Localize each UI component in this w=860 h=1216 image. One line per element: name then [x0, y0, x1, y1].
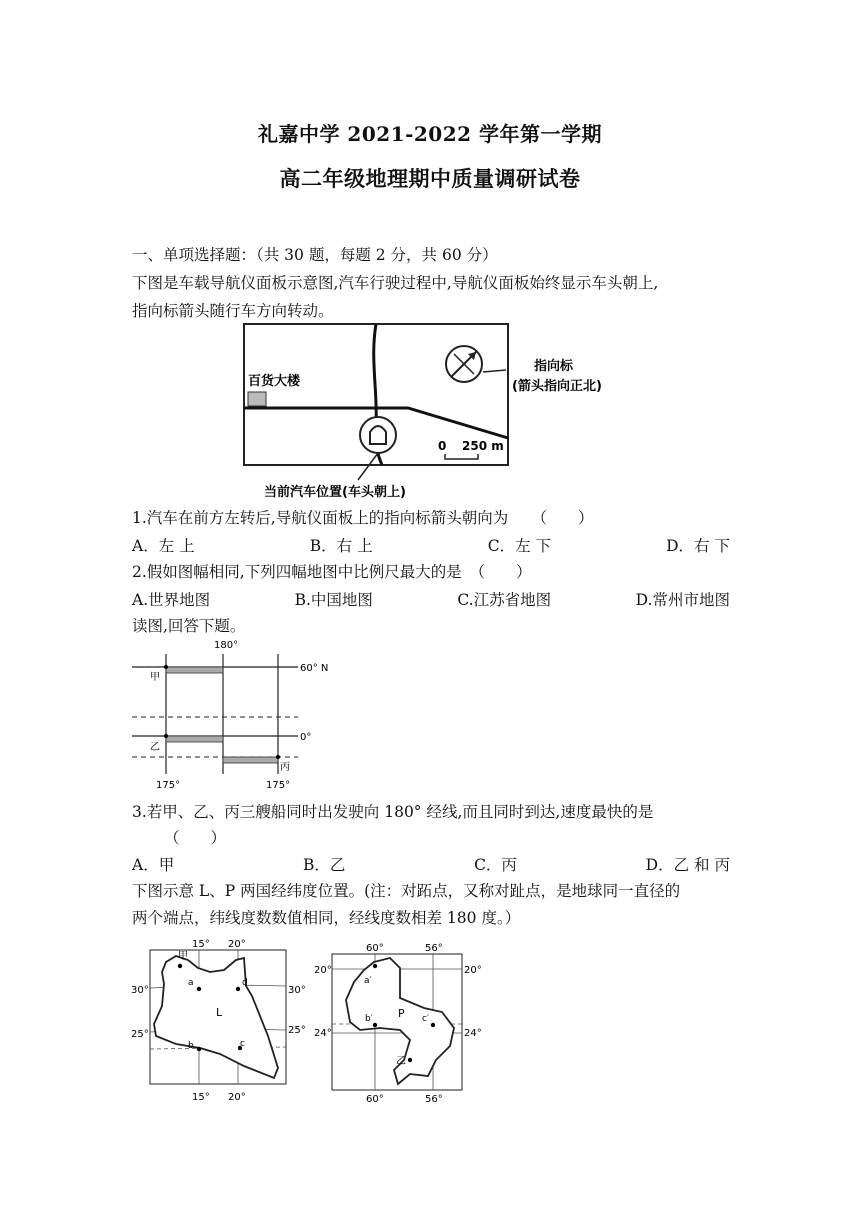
- q2-option-c[interactable]: C.江苏省地图: [457, 591, 552, 609]
- L-country: L: [216, 1006, 223, 1019]
- bottom-lon-right: 175°: [266, 780, 291, 791]
- q3-option-c[interactable]: C．丙: [474, 856, 517, 874]
- P-lon60-bottom: 60°: [366, 1094, 384, 1105]
- label-bing: 丙: [280, 762, 290, 773]
- top-lon-label: 180°: [214, 640, 239, 651]
- intro3-line1: 下图示意 L、P 两国经纬度位置。(注：对跖点，又称对趾点，是地球同一直径的: [132, 882, 681, 900]
- q3-option-b[interactable]: B．乙: [302, 856, 346, 874]
- q1-stem: 1.汽车在前方左转后,导航仪面板上的指向标箭头朝向为 （ ）: [132, 509, 594, 527]
- L-lat25-left: 25°: [131, 1029, 149, 1040]
- L-d: d: [242, 978, 248, 988]
- compass-note: (箭头指向正北): [512, 379, 602, 394]
- q2-option-b[interactable]: B.中国地图: [294, 591, 373, 609]
- L-lon15-top: 15°: [192, 939, 210, 950]
- q2-stem: 2.假如图幅相同,下列四幅地图中比例尺最大的是 （ ）: [132, 563, 532, 581]
- L-a: a: [188, 978, 194, 988]
- P-lon56-bottom: 56°: [425, 1094, 443, 1105]
- scale-value: 250 m: [462, 439, 504, 453]
- q1-option-a[interactable]: A．左 上: [132, 537, 195, 555]
- L-lat30-right: 30°: [288, 985, 306, 996]
- P-lat24-left: 24°: [314, 1028, 332, 1039]
- segment-jia: [166, 667, 223, 673]
- exam-title-line2: 高二年级地理期中质量调研试卷: [279, 166, 581, 191]
- compass-label: 指向标: [534, 359, 574, 374]
- q3-option-d[interactable]: D．乙 和 丙: [645, 856, 730, 874]
- section-heading: 一、单项选择题：（共 30 题，每题 2 分，共 60 分）: [132, 246, 498, 264]
- P-b: b′: [365, 1014, 373, 1024]
- L-jia: 甲: [178, 951, 188, 962]
- label-yi: 乙: [150, 742, 160, 753]
- P-lon60-top: 60°: [366, 943, 384, 954]
- q1-option-b[interactable]: B．右 上: [309, 537, 373, 555]
- intro1-line2: 指向标箭头随行车方向转动。: [132, 302, 334, 320]
- car-icon: [370, 426, 386, 444]
- map-L: [131, 939, 306, 1103]
- P-country: P: [398, 1007, 405, 1020]
- exam-title-line1: 礼嘉中学 2021-2022 学年第一学期: [257, 122, 603, 146]
- P-lat24-right: 24°: [464, 1028, 482, 1039]
- label-jia: 甲: [150, 672, 160, 683]
- intro1-line1: 下图是车载导航仪面板示意图,汽车行驶过程中,导航仪面板始终显示车头朝上,: [132, 274, 659, 292]
- q2-options: [132, 588, 730, 610]
- L-lon20-bottom: 20°: [228, 1092, 246, 1103]
- q3-stem-line1: 3.若甲、乙、丙三艘船同时出发驶向 180° 经线,而且同时到达,速度最快的是: [132, 803, 654, 821]
- P-lat20-left: 20°: [314, 965, 332, 976]
- L-c: c: [240, 1039, 245, 1049]
- scale-zero: 0: [438, 439, 447, 453]
- L-b: b: [188, 1041, 194, 1051]
- q1-option-d[interactable]: D．右 下: [666, 537, 730, 555]
- L-lat25-right: 25°: [288, 1025, 306, 1036]
- building-label: 百货大楼: [248, 374, 301, 389]
- q3-option-a[interactable]: A．甲: [132, 856, 175, 874]
- q1-option-c[interactable]: C．左 下: [487, 537, 551, 555]
- intro3-line2: 两个端点，纬线度数数值相同，经线度数相差 180 度。）: [132, 909, 521, 927]
- navigation-panel-figure: [240, 320, 630, 502]
- segment-yi: [166, 736, 223, 742]
- map-P: [314, 943, 482, 1105]
- q2-option-a[interactable]: A.世界地图: [132, 591, 211, 609]
- L-lon15-bottom: 15°: [192, 1092, 210, 1103]
- P-c: c′: [422, 1014, 429, 1024]
- L-lon20-top: 20°: [228, 939, 246, 950]
- q3-options: [132, 853, 730, 875]
- ship-grid-figure: [128, 636, 338, 794]
- q1-options: [132, 534, 730, 556]
- q3-stem-line2: （ ）: [164, 829, 227, 847]
- car-label: 当前汽车位置(车头朝上): [264, 485, 406, 500]
- P-lon56-top: 56°: [425, 943, 443, 954]
- lat60-label: 60° N: [300, 663, 329, 674]
- q2-option-d[interactable]: D.常州市地图: [635, 591, 730, 609]
- intro2: 读图,回答下题。: [132, 617, 246, 635]
- segment-bing: [223, 757, 278, 763]
- P-a: a′: [364, 976, 372, 986]
- bottom-lon-left: 175°: [156, 780, 181, 791]
- lat0-label: 0°: [300, 732, 312, 743]
- P-yi: 乙: [396, 1056, 406, 1067]
- building-box: [248, 392, 266, 406]
- P-lat20-right: 20°: [464, 965, 482, 976]
- L-lat30-left: 30°: [131, 985, 149, 996]
- country-maps-figure: [128, 936, 488, 1106]
